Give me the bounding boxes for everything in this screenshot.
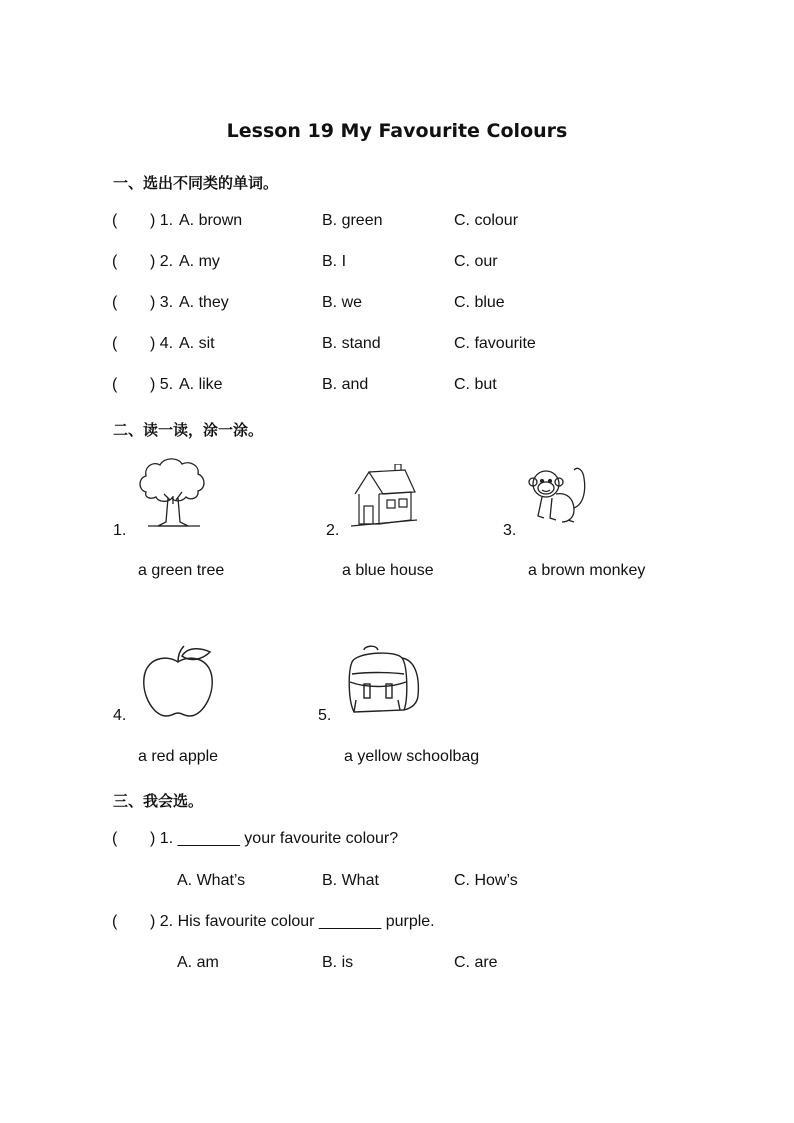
option-a: A. brown <box>179 212 243 229</box>
option-a: A. my <box>179 253 220 270</box>
option-b: B. we <box>322 294 363 311</box>
answer-paren: ( <box>112 335 118 352</box>
item-caption: a red apple <box>138 748 219 765</box>
question-number: ) 3. <box>150 294 174 311</box>
option-b: B. is <box>322 954 354 971</box>
item-number: 5. <box>318 707 332 724</box>
option-a: A. they <box>179 294 229 311</box>
answer-paren: ( <box>112 294 118 311</box>
item-number: 4. <box>113 707 127 724</box>
item-caption: a yellow schoolbag <box>344 748 480 765</box>
option-a: A. like <box>179 376 223 393</box>
section-1-heading: 一、选出不同类的单词。 <box>113 174 279 192</box>
item-caption: a blue house <box>342 562 434 579</box>
item-number: 2. <box>326 522 340 539</box>
tree-icon <box>136 456 210 530</box>
option-c: C. blue <box>454 294 505 311</box>
option-c: C. How’s <box>454 872 518 889</box>
item-caption: a brown monkey <box>528 562 646 579</box>
item-caption: a green tree <box>138 562 225 579</box>
question-number: ) 5. <box>150 376 174 393</box>
page-title: Lesson 19 My Favourite Colours <box>226 120 568 142</box>
house-icon <box>349 464 419 530</box>
apple-icon <box>138 644 220 720</box>
option-a: A. sit <box>179 335 215 352</box>
item-number: 1. <box>113 522 127 539</box>
option-b: B. green <box>322 212 383 229</box>
answer-paren: ( <box>112 212 118 229</box>
monkey-icon <box>528 460 592 530</box>
section-3-heading: 三、我会选。 <box>113 792 204 810</box>
question-stem: ) 2. His favourite colour _______ purple. <box>150 913 435 930</box>
item-number: 3. <box>503 522 517 539</box>
option-c: C. our <box>454 253 498 270</box>
answer-paren: ( <box>112 830 118 847</box>
option-c: C. favourite <box>454 335 536 352</box>
option-b: B. and <box>322 376 369 393</box>
question-number: ) 1. <box>150 212 174 229</box>
answer-paren: ( <box>112 376 118 393</box>
answer-paren: ( <box>112 913 118 930</box>
option-b: B. stand <box>322 335 381 352</box>
option-c: C. colour <box>454 212 519 229</box>
question-number: ) 4. <box>150 335 174 352</box>
question-number: ) 2. <box>150 253 174 270</box>
question-stem: ) 1. _______ your favourite colour? <box>150 830 399 847</box>
section-2-heading: 二、读一读，涂一涂。 <box>113 421 264 439</box>
option-c: C. but <box>454 376 497 393</box>
option-a: A. am <box>177 954 219 971</box>
option-c: C. are <box>454 954 498 971</box>
schoolbag-icon <box>342 644 422 718</box>
option-a: A. What’s <box>177 872 246 889</box>
option-b: B. What <box>322 872 379 889</box>
answer-paren: ( <box>112 253 118 270</box>
option-b: B. I <box>322 253 347 270</box>
